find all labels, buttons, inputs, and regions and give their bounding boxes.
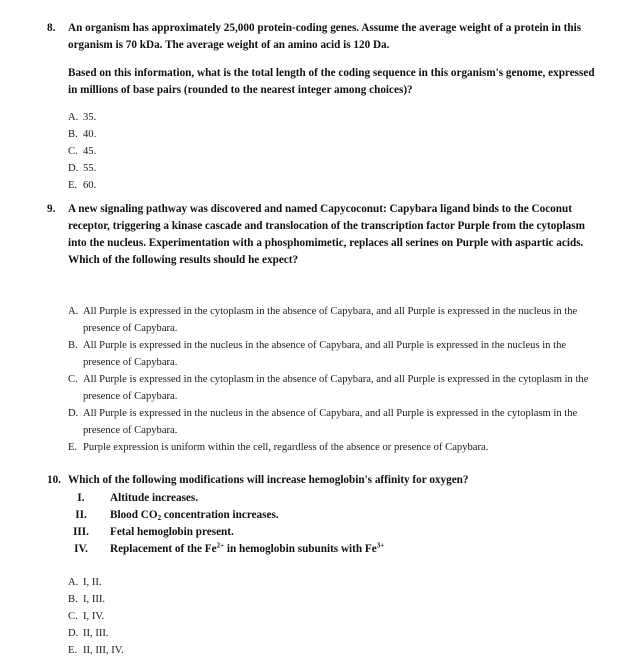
answer-choice[interactable]: E. Purple expression is uniform within the cell, regardless of the absence or presence of Capybara.	[68, 442, 489, 453]
question-number: 9.	[47, 203, 56, 215]
answer-choices	[68, 303, 590, 456]
answer-choice[interactable]: B. I, III.	[68, 594, 106, 605]
answer-choice[interactable]: D. 55.	[68, 163, 97, 174]
answer-choice[interactable]: E. II, III, IV.	[68, 645, 124, 656]
statement: II. Blood $CO_2$ concentration increases.	[75, 509, 279, 522]
answer-choices	[68, 574, 588, 659]
question-stem: A new signaling pathway was discovered and named Capycoconut: Capybara ligand binds to the Coconut receptor, triggering a kinase cascade and translocation of the transcription factor Purple from the cytoplasm into the nucleus. Experimentation with a phosphomimetic, replaces all serines on Purple with aspartic acids. Which of the following results should he expect?	[68, 203, 585, 266]
question-stem: An organism has approximately 25,000 protein-coding genes. Assume the average weight of a protein in this organism is 70 kDa. The average weight of an amino acid is 120 Da.	[68, 22, 582, 51]
answer-choice[interactable]: C. I, IV.	[68, 611, 105, 622]
question-number: 10.	[47, 474, 61, 486]
statement-list	[68, 490, 608, 558]
question-number: 8.	[47, 22, 56, 34]
question-prompt: Based on this information, what is the total length of the coding sequence in this organism's genome, expressed in millions of base pairs (rounded to the nearest integer among choices)?	[68, 67, 595, 96]
answer-choice[interactable]: C. 45.	[68, 146, 97, 157]
answer-choice[interactable]: B. 40.	[68, 129, 97, 140]
question-stem: Which of the following modifications will increase hemoglobin's affinity for oxygen?	[68, 474, 469, 486]
answer-choice[interactable]: A. All Purple is expressed in the cytoplasm in the absence of Capybara, and all Purple is expressed in the nucleus in the presence of Capybara.	[68, 306, 578, 334]
answer-choice[interactable]: C. All Purple is expressed in the cytoplasm in the absence of Capybara, and all Purple is expressed in the cytoplasm in the presence of Capybara.	[68, 374, 589, 402]
answer-choice[interactable]: D. II, III.	[68, 628, 109, 639]
answer-choice[interactable]: E. 60.	[68, 180, 97, 191]
answer-choice[interactable]: D. All Purple is expressed in the nucleus in the absence of Capybara, and all Purple is expressed in the cytoplasm in the presence of Capybara.	[68, 408, 578, 436]
statement: III. Fetal hemoglobin present.	[73, 526, 234, 538]
answer-choices	[68, 109, 588, 194]
answer-choice[interactable]: A. 35.	[68, 112, 97, 123]
answer-choice[interactable]: B. All Purple is expressed in the nucleus in the absence of Capybara, and all Purple is expressed in the nucleus in the presence of Capybara.	[68, 340, 567, 368]
statement: IV. Replacement of the $Fe^{2+}$ in hemoglobin subunits with $Fe^{3+}$	[74, 541, 385, 555]
answer-choice[interactable]: A. I, II.	[68, 577, 102, 588]
statement: I. Altitude increases.	[77, 492, 199, 504]
